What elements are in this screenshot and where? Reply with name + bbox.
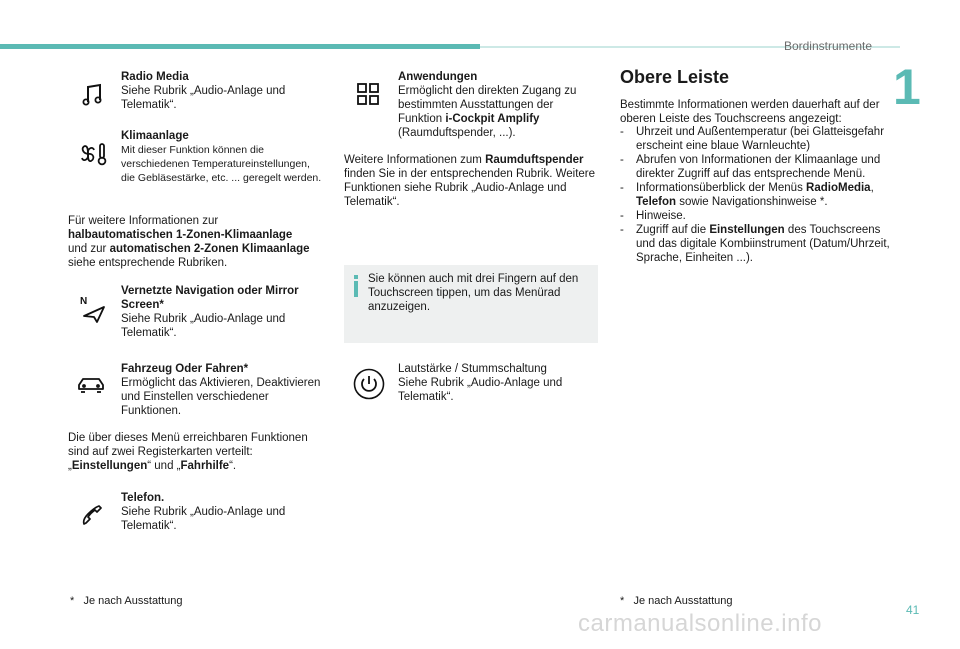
list-item [620, 223, 890, 265]
svg-text:N: N [80, 296, 88, 307]
left-footnote-star: * [70, 595, 75, 607]
klima-more-bold-2: automatischen 2-Zonen Klimaanlage [109, 243, 310, 255]
klimaanlage-text: Mit dieser Funktion können die verschiedenen Temperatureinstellungen, die Gebläsestärke, etc. ... geregelt werden. [121, 144, 322, 184]
fahrzeug-entry [76, 362, 326, 420]
music-note-icon [80, 82, 112, 114]
tabs-text-3: “. [229, 460, 237, 472]
volume-text: Siehe Rubrik „Audio-Anlage und Telematik“. [398, 377, 563, 403]
volume-entry [352, 362, 598, 408]
tabs-quote-open: „ [68, 460, 72, 472]
header-accent-bar [0, 44, 480, 49]
list-item [620, 181, 890, 209]
navigation-text: Siehe Rubrik „Audio-Anlage und Telematik“. [121, 313, 286, 339]
list-dash: - [620, 154, 624, 166]
power-button-icon [353, 368, 385, 400]
navigation-title: Vernetzte Navigation oder Mirror Screen* [121, 285, 299, 311]
list-dash: - [620, 210, 624, 222]
list-dash: - [620, 126, 624, 138]
tabs-text-2: “ und „ [147, 460, 181, 472]
obere-leiste-intro: Bestimmte Informationen werden dauerhaft auf der oberen Leiste des Touchscreens angezeigt: [620, 99, 880, 125]
watermark: carmanualsonline.info [578, 610, 822, 637]
tabs-paragraph [68, 431, 330, 473]
fan-thermometer-icon [78, 141, 110, 173]
list-item [620, 209, 890, 223]
telefon-text: Siehe Rubrik „Audio-Anlage und Telematik“. [121, 506, 286, 532]
navigation-arrow-icon [80, 294, 112, 326]
info-icon [352, 275, 360, 297]
list-item-text: Informationsüberblick der Menüs [636, 182, 803, 194]
klimaanlage-entry [76, 129, 326, 201]
list-dash: - [620, 224, 624, 236]
telefon-title: Telefon. [121, 492, 165, 504]
chapter-number: 1 [893, 59, 921, 115]
right-footnote-text: Je nach Ausstattung [633, 595, 733, 607]
anwendungen-bold: i-Cockpit Amplify [445, 113, 540, 125]
apps-grid-icon [356, 82, 388, 114]
obere-leiste-heading: Obere Leiste [620, 67, 730, 87]
fahrzeug-title: Fahrzeug Oder Fahren* [121, 363, 249, 375]
list-item-text: Zugriff auf die [636, 224, 707, 236]
obere-leiste-list [620, 125, 890, 265]
list-item [620, 153, 890, 181]
list-item-bold-einstellungen: Einstellungen [709, 224, 785, 236]
phone-icon [80, 503, 112, 535]
list-item-text: sowie Navigationshinweise *. [679, 196, 828, 208]
list-item-bold-radiomedia: RadioMedia [806, 182, 871, 194]
info-text: Sie können auch mit drei Fingern auf den Touchscreen tippen, um das Menürad anzuzeigen. [368, 273, 579, 313]
volume-title: Lautstärke / Stummschaltung [398, 363, 547, 375]
left-footnote-text: Je nach Ausstattung [83, 595, 183, 607]
list-item-text: Uhrzeit und Außentemperatur (bei Glatteisgefahr erscheint eine blaue Warnleuchte) [636, 126, 885, 152]
tabs-bold-fahrhilfe: Fahrhilfe [180, 460, 230, 472]
anwendungen-title: Anwendungen [398, 71, 478, 83]
tabs-text-1: Die über dieses Menü erreichbaren Funktionen sind auf zwei Registerkarten verteilt: [68, 432, 308, 458]
list-item-text: des Touchscreens und das digitale Kombiinstrument (Datum/Uhrzeit, Sprache, Einheiten ...). [636, 224, 890, 264]
klima-more-text-3: siehe entsprechende Rubriken. [68, 257, 228, 269]
weitere-text-1: Weitere Informationen zum [344, 154, 482, 166]
anwendungen-text-1: Ermöglicht den direkten Zugang zu bestimmten Ausstattungen der Funktion [398, 85, 577, 125]
page-number: 41 [906, 603, 920, 617]
car-icon [76, 374, 108, 406]
tabs-bold-einstellungen: Einstellungen [71, 460, 148, 472]
left-footnote [70, 594, 183, 608]
radio-media-text: Siehe Rubrik „Audio-Anlage und Telematik“. [121, 85, 286, 111]
weitere-text-2: finden Sie in der entsprechenden Rubrik. Weitere Funktionen siehe Rubrik „Audio-Anlage und Telematik“. [344, 168, 596, 208]
navigation-entry [76, 284, 326, 346]
right-footnote [620, 594, 733, 608]
right-footnote-star: * [620, 595, 625, 607]
klima-more-text-1: Für weitere Informationen zur [68, 215, 219, 227]
anwendungen-text-2: (Raumduftspender, ...). [398, 127, 516, 139]
klimaanlage-title: Klimaanlage [121, 130, 189, 142]
klima-more-bold-1: halbautomatischen 1-Zonen-Klimaanlage [68, 229, 293, 241]
list-item-text: Hinweise. [636, 210, 686, 222]
klima-more-paragraph [68, 214, 330, 270]
klima-more-text-2: und zur [68, 243, 107, 255]
section-title: Bordinstrumente [783, 39, 872, 53]
info-box [344, 265, 598, 343]
list-item-text: Abrufen von Informationen der Klimaanlage und direkter Zugriff auf das entsprechende Menü. [636, 154, 881, 180]
list-item-comma: , [870, 182, 874, 194]
weitere-bold: Raumduftspender [485, 154, 584, 166]
anwendungen-entry [352, 70, 598, 140]
radio-media-title: Radio Media [121, 71, 189, 83]
list-item-bold-telefon: Telefon [636, 196, 677, 208]
list-dash: - [620, 182, 624, 194]
list-item [620, 125, 890, 153]
telefon-entry [76, 491, 326, 537]
weitere-paragraph [344, 153, 600, 209]
radio-media-entry [76, 70, 316, 118]
fahrzeug-text: Ermöglicht das Aktivieren, Deaktivieren und Einstellen verschiedener Funktionen. [121, 377, 321, 417]
